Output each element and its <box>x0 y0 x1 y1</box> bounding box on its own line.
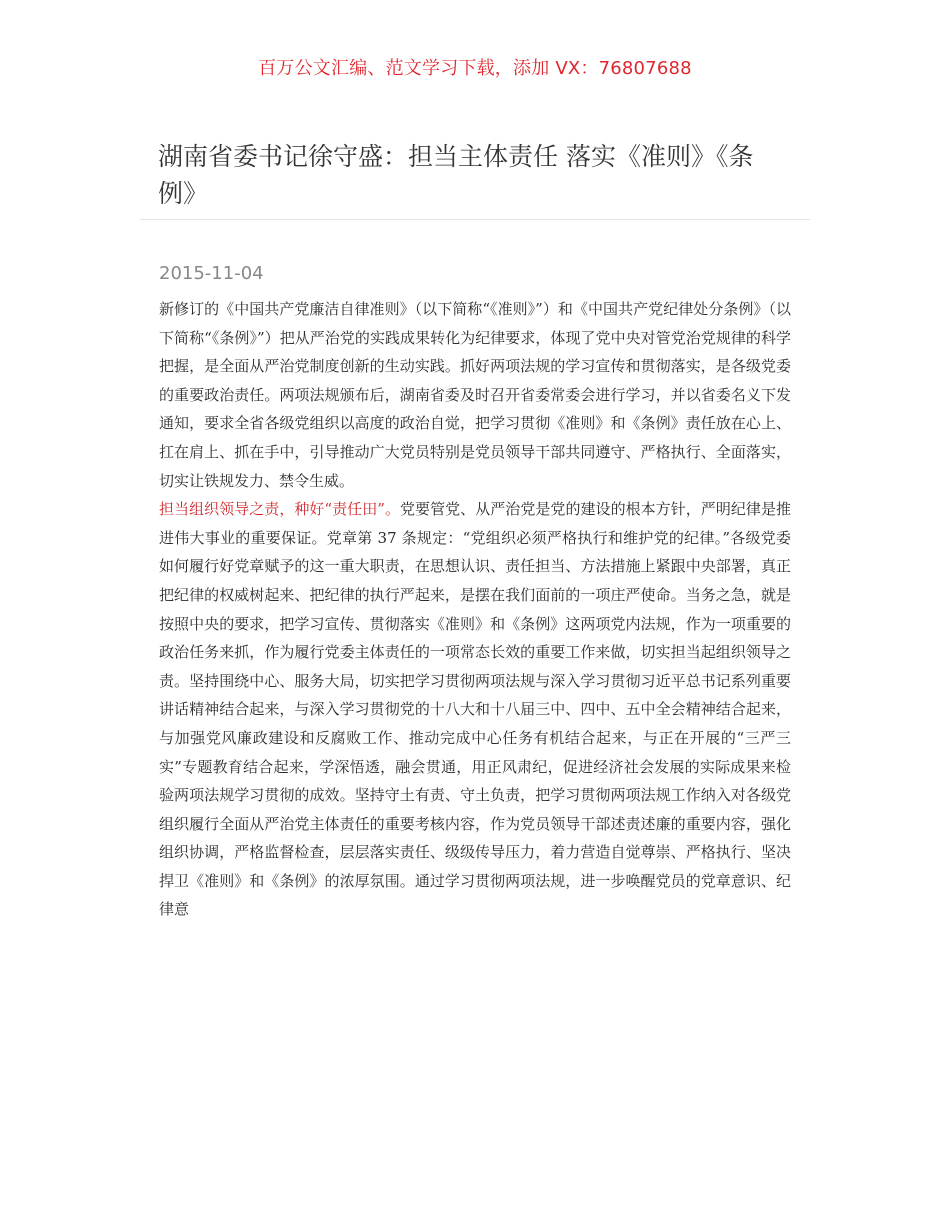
promo-banner: 百万公文汇编、范文学习下载，添加 VX：76807688 <box>258 58 692 79</box>
article-body <box>159 295 791 924</box>
article-paragraph-2 <box>159 495 791 924</box>
article-paragraph-2-text: 党要管党、从严治党是党的建设的根本方针，严明纪律是推进伟大事业的重要保证。党章第 37 条规定：“党组织必须严格执行和维护党的纪律。”各级党委如何履行好党章赋予的这一重大职责，在思想认识、责任担当、方法措施上紧跟中央部署，真正把纪律的权威树起来、把纪律的执行严起来，是摆在我们面前的一项庄严使命。当务之急，就是按照中央的要求，把学习宣传、贯彻落实《准则》和《条例》这两项党内法规，作为一项重要的政治任务来抓，作为履行党委主体责任的一项常态长效的重要工作来做，切实担当起组织领导之责。坚持围绕中心、服务大局，切实把学习贯彻两项法规与深入学习贯彻习近平总书记系列重要讲话精神结合起来，与深入学习贯彻党的十八大和十八届三中、四中、五中全会精神结合起来，与加强党风廉政建设和反腐败工作、推动完成中心任务有机结合起来，与正在开展的“三严三实”专题教育结合起来，学深悟透，融会贯通，用正风肃纪，促进经济社会发展的实际成果来检验两项法规学习贯彻的成效。坚持守土有责、守土负责，把学习贯彻两项法规工作纳入对各级党组织履行全面从严治党主体责任的重要考核内容，作为党员领导干部述责述廉的重要内容，强化组织协调，严格监督检查，层层落实责任、级级传导压力，着力营造自觉尊崇、严格执行、坚决捍卫《准则》和《条例》的浓厚氛围。通过学习贯彻两项法规，进一步唤醒党员的党章意识、纪律意 <box>159 500 791 919</box>
title-divider <box>140 219 810 220</box>
section-heading-highlight: 担当组织领导之责，种好“责任田”。 <box>159 500 401 519</box>
publish-date: 2015-11-04 <box>159 263 264 284</box>
page-title: 湖南省委书记徐守盛：担当主体责任 落实《准则》《条例》 <box>158 142 754 208</box>
article-paragraph-1: 新修订的《中国共产党廉洁自律准则》（以下简称“《准则》”）和《中国共产党纪律处分条例》（以下简称“《条例》”）把从严治党的实践成果转化为纪律要求，体现了党中央对管党治党规律的科学把握，是全面从严治党制度创新的生动实践。抓好两项法规的学习宣传和贯彻落实，是各级党委的重要政治责任。两项法规颁布后，湖南省委及时召开省委常委会进行学习，并以省委名义下发通知，要求全省各级党组织以高度的政治自觉，把学习贯彻《准则》和《条例》责任放在心上、扛在肩上、抓在手中，引导推动广大党员特别是党员领导干部共同遵守、严格执行、全面落实，切实让铁规发力、禁令生威。 <box>159 300 791 490</box>
